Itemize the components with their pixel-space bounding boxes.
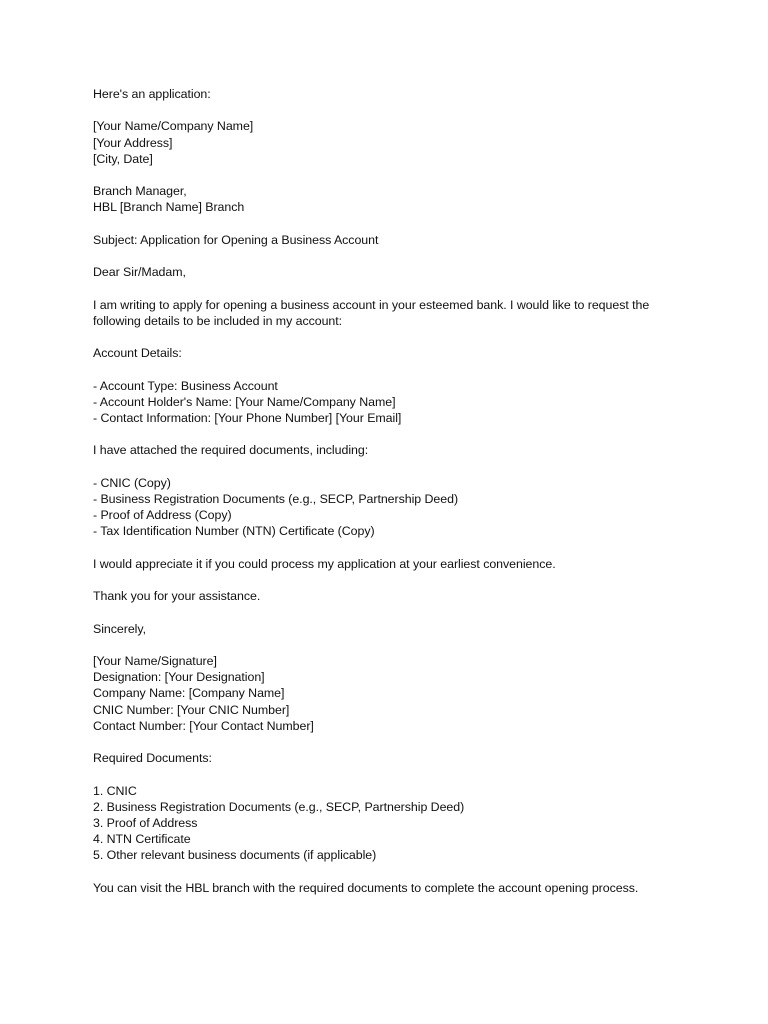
sender-block [93, 118, 683, 167]
subject-line: Subject: Application for Opening a Business Account [93, 232, 379, 247]
spacer [93, 102, 683, 118]
list-item: - Tax Identification Number (NTN) Certificate (Copy) [93, 524, 375, 539]
spacer [93, 280, 683, 296]
account-details-heading: Account Details: [93, 346, 182, 361]
required-docs-list [93, 783, 683, 864]
account-details-list [93, 378, 683, 427]
list-item: - Contact Information: [Your Phone Number] [Your Email] [93, 410, 402, 425]
recipient-block [93, 183, 683, 215]
request-line: I would appreciate it if you could process my application at your earliest convenience. [93, 556, 556, 571]
list-item: 4. NTN Certificate [93, 832, 191, 847]
signature-cnic: CNIC Number: [Your CNIC Number] [93, 702, 290, 717]
list-item: - Business Registration Documents (e.g., SECP, Partnership Deed) [93, 491, 459, 506]
spacer [93, 637, 683, 653]
sender-address: [Your Address] [93, 135, 173, 150]
list-item: 2. Business Registration Documents (e.g., SECP, Partnership Deed) [93, 799, 465, 814]
spacer [93, 426, 683, 442]
signature-contact: Contact Number: [Your Contact Number] [93, 718, 314, 733]
list-item: 5. Other relevant business documents (if applicable) [93, 848, 377, 863]
footer-note: You can visit the HBL branch with the required documents to complete the account opening process. [93, 880, 639, 895]
spacer [93, 766, 683, 782]
signature-designation: Designation: [Your Designation] [93, 670, 265, 685]
closing-line: Sincerely, [93, 621, 146, 636]
list-item: - Account Type: Business Account [93, 378, 278, 393]
body-paragraph: I am writing to apply for opening a business account in your esteemed bank. I would like to request the following details to be included in my account: [93, 297, 650, 328]
intro-line: Here's an application: [93, 87, 211, 101]
list-item: 3. Proof of Address [93, 815, 198, 830]
required-docs-heading: Required Documents: [93, 751, 212, 766]
spacer [93, 459, 683, 475]
list-item: - Account Holder's Name: [Your Name/Company Name] [93, 394, 396, 409]
letter-body [93, 86, 683, 896]
attached-docs-intro: I have attached the required documents, including: [93, 443, 369, 458]
recipient-branch: HBL [Branch Name] Branch [93, 200, 245, 215]
list-item: - Proof of Address (Copy) [93, 508, 232, 523]
spacer [93, 329, 683, 345]
list-item: - CNIC (Copy) [93, 475, 171, 490]
signature-company: Company Name: [Company Name] [93, 686, 285, 701]
list-item: 1. CNIC [93, 783, 137, 798]
attached-docs-list [93, 475, 683, 540]
spacer [93, 167, 683, 183]
spacer [93, 248, 683, 264]
spacer [93, 572, 683, 588]
spacer [93, 864, 683, 880]
spacer [93, 361, 683, 377]
sender-name: [Your Name/Company Name] [93, 119, 254, 134]
thanks-line: Thank you for your assistance. [93, 589, 261, 604]
sender-city-date: [City, Date] [93, 151, 153, 166]
spacer [93, 604, 683, 620]
signature-block [93, 653, 683, 734]
spacer [93, 540, 683, 556]
signature-name: [Your Name/Signature] [93, 653, 217, 668]
spacer [93, 734, 683, 750]
salutation: Dear Sir/Madam, [93, 265, 186, 280]
spacer [93, 216, 683, 232]
recipient-title: Branch Manager, [93, 184, 187, 199]
